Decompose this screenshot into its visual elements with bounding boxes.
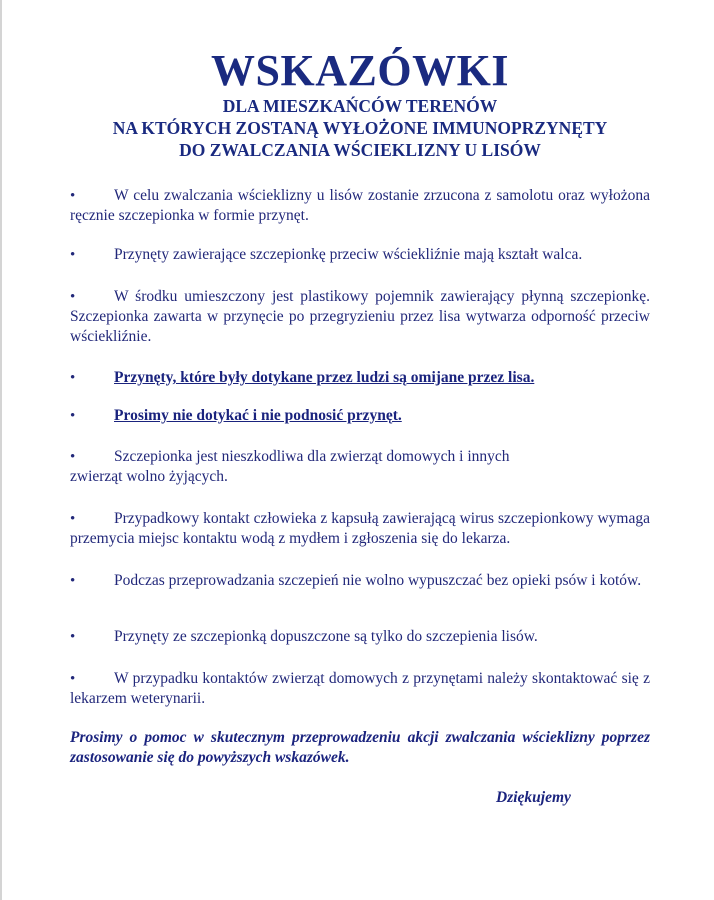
bullet-icon: • bbox=[70, 408, 76, 424]
bullet-icon: • bbox=[70, 188, 76, 204]
list-item bbox=[70, 571, 650, 591]
list-item-important bbox=[70, 368, 650, 388]
list-item-text: Przynęty, które były dotykane przez ludzi są omijane przez lisa. bbox=[114, 369, 535, 386]
list-item-text: Szczepionka jest nieszkodliwa dla zwierząt domowych i innych zwierząt wolno żyjących. bbox=[70, 448, 510, 485]
list-item-text: W celu zwalczania wścieklizny u lisów zostanie zrzucona z samolotu oraz wyłożona ręcznie szczepionka w formie przynęt. bbox=[70, 187, 650, 224]
list-item bbox=[70, 509, 650, 549]
bullet-icon: • bbox=[70, 511, 76, 527]
list-item bbox=[70, 669, 650, 709]
list-item-text: Podczas przeprowadzania szczepień nie wolno wypuszczać bez opieki psów i kotów. bbox=[114, 572, 642, 589]
list-item-text: W przypadku kontaktów zwierząt domowych z przynętami należy skontaktować się z lekarzem weterynarii. bbox=[70, 670, 650, 707]
list-item-text: Prosimy nie dotykać i nie podnosić przynęt. bbox=[114, 407, 402, 424]
subtitle-line-2: NA KTÓRYCH ZOSTANĄ WYŁOŻONE IMMUNOPRZYNĘTY bbox=[112, 118, 608, 138]
bullet-icon: • bbox=[70, 671, 76, 687]
page-title: WSKAZÓWKI bbox=[211, 46, 509, 95]
list-item bbox=[70, 186, 650, 226]
subtitle-line-1: DLA MIESZKAŃCÓW TERENÓW bbox=[222, 96, 498, 116]
list-item-important bbox=[70, 406, 650, 426]
bullet-icon: • bbox=[70, 573, 76, 589]
bullet-icon: • bbox=[70, 629, 76, 645]
list-item bbox=[70, 245, 650, 265]
list-item-text: Przynęty zawierające szczepionkę przeciw wściekliźnie mają kształt walca. bbox=[114, 246, 583, 263]
list-item bbox=[70, 447, 555, 487]
bullet-icon: • bbox=[70, 370, 76, 386]
bullet-icon: • bbox=[70, 247, 76, 263]
bullet-icon: • bbox=[70, 449, 76, 465]
page-edge bbox=[0, 0, 2, 900]
closing-request: Prosimy o pomoc w skutecznym przeprowadzeniu akcji zwalczania wścieklizny poprzez zastosowanie się do powyższych wskazówek. bbox=[70, 729, 650, 766]
list-item-text: Przypadkowy kontakt człowieka z kapsułą zawierającą wirus szczepionkowy wymaga przemycia miejsc kontaktu wodą z mydłem i zgłoszenia się do lekarza. bbox=[70, 510, 650, 547]
list-item-text: W środku umieszczony jest plastikowy pojemnik zawierający płynną szczepionkę. Szczepionka zawarta w przynęcie po przegryzieniu przez lisa wytwarza odporność przeciw wściekliźnie. bbox=[70, 288, 650, 345]
subtitle-line-3: DO ZWALCZANIA WŚCIEKLIZNY U LISÓW bbox=[179, 140, 541, 160]
list-item bbox=[70, 627, 650, 647]
list-item bbox=[70, 287, 650, 347]
thanks-signoff: Dziękujemy bbox=[496, 789, 571, 806]
list-item-text: Przynęty ze szczepionką dopuszczone są tylko do szczepienia lisów. bbox=[114, 628, 538, 645]
bullet-icon: • bbox=[70, 289, 76, 305]
